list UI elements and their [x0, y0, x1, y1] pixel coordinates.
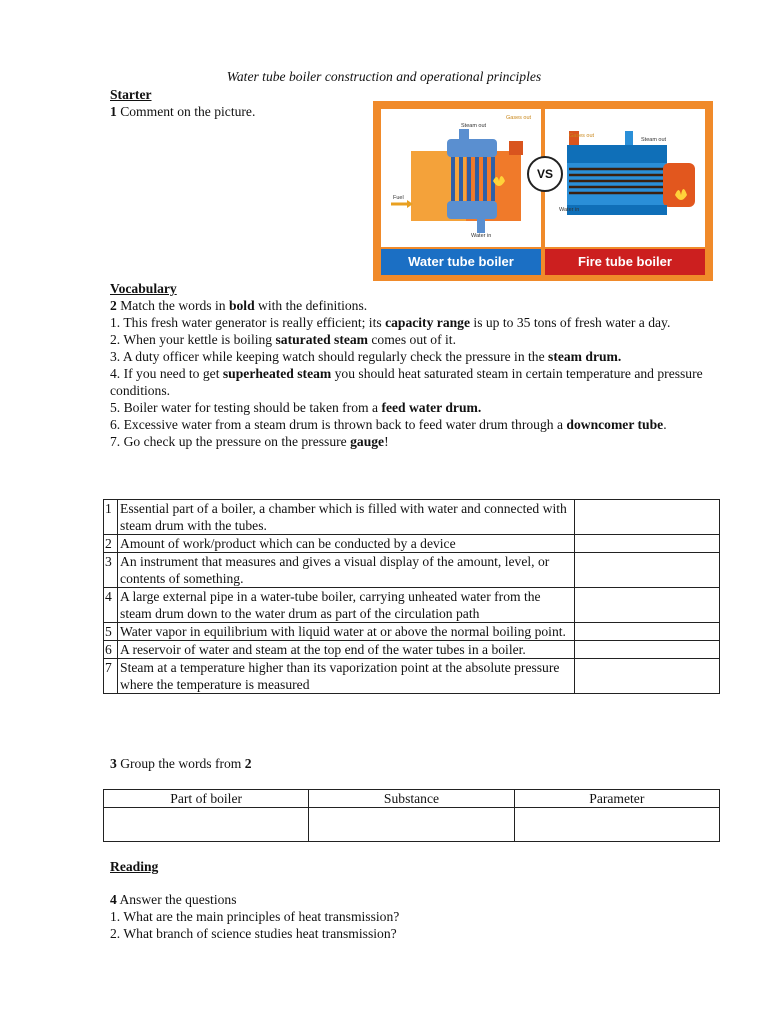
boiler-comparison-picture: [373, 101, 713, 281]
task-bold-number: 2: [244, 756, 252, 771]
sentence-text: 4. If you need to get: [110, 366, 223, 381]
label-water-in: Water in: [559, 207, 580, 213]
label-gases-out: Gases out: [506, 115, 532, 121]
answer-cell[interactable]: [514, 808, 719, 842]
column-header-parameter: Parameter: [514, 790, 719, 808]
question-2: 2. What branch of science studies heat transmission?: [110, 926, 397, 941]
vocab-term: downcomer tube: [566, 417, 664, 432]
vocab-term: superheated steam: [222, 366, 332, 381]
label-steam-out: Steam out: [461, 123, 487, 129]
row-number: 1: [104, 500, 118, 535]
definition-cell: A reservoir of water and steam at the top end of the water tubes in a boiler.: [118, 641, 574, 659]
grouping-table: [103, 789, 720, 842]
answer-cell[interactable]: [574, 500, 720, 535]
vocab-term: feed water drum.: [381, 400, 482, 415]
task-text: Group the words from: [116, 756, 245, 771]
fire-tube-caption: Fire tube boiler: [545, 249, 705, 275]
row-number: 7: [104, 659, 118, 694]
vocabulary-heading: Vocabulary: [110, 281, 177, 296]
table-row: [104, 808, 720, 842]
task-number: 1: [110, 104, 117, 119]
sentence-text: comes out of it.: [368, 332, 456, 347]
table-row: [104, 588, 720, 623]
task-text: Comment on the picture.: [116, 104, 256, 119]
definition-cell: Amount of work/product which can be conducted by a device: [118, 535, 574, 553]
task-text: with the definitions.: [254, 298, 368, 313]
task-bold-word: bold: [228, 298, 255, 313]
starter-heading: Starter: [110, 87, 152, 102]
sentence-text: .: [663, 417, 667, 432]
vocab-term: steam drum.: [548, 349, 622, 364]
vocab-term: saturated steam: [275, 332, 368, 347]
row-number: 5: [104, 623, 118, 641]
table-header-row: [104, 790, 720, 808]
table-row: [104, 553, 720, 588]
label-fuel: Fuel: [393, 195, 404, 201]
sentence-text: 5. Boiler water for testing should be taken from a: [110, 400, 382, 415]
vocabulary-task: [110, 297, 722, 314]
sentence-6: [110, 416, 722, 433]
label-water-in: Water in: [471, 233, 492, 239]
column-header-substance: Substance: [309, 790, 514, 808]
column-header-part-of-boiler: Part of boiler: [104, 790, 309, 808]
starter-task: [110, 103, 255, 120]
definition-cell: Water vapor in equilibrium with liquid water at or above the normal boiling point.: [118, 623, 574, 641]
sentence-3: [110, 348, 722, 365]
water-tube-boiler-illustration: [381, 109, 541, 247]
label-steam-out: Steam out: [641, 137, 667, 143]
table-row: [104, 641, 720, 659]
answer-cell[interactable]: [104, 808, 309, 842]
answer-cell[interactable]: [574, 623, 720, 641]
sentence-5: [110, 399, 722, 416]
task-text: Match the words in: [116, 298, 229, 313]
table-row: [104, 659, 720, 694]
answer-cell[interactable]: [574, 659, 720, 694]
definitions-table: [103, 499, 720, 694]
reading-heading: Reading: [110, 859, 159, 874]
reading-task: [110, 891, 237, 908]
vocab-term: gauge: [350, 434, 385, 449]
sentence-text: !: [384, 434, 389, 449]
water-tube-panel: [381, 109, 541, 247]
sentence-4: [110, 365, 722, 399]
definition-cell: Essential part of a boiler, a chamber which is filled with water and connected with steam drum with the tubes.: [118, 500, 574, 535]
row-number: 2: [104, 535, 118, 553]
sentence-text: 6. Excessive water from a steam drum is thrown back to feed water drum through a: [110, 417, 567, 432]
label-gases-out: Gases out: [569, 133, 595, 139]
sentence-text: 7. Go check up the pressure on the pressure: [110, 434, 351, 449]
group-task: [110, 755, 252, 772]
sentence-text: 2. When your kettle is boiling: [110, 332, 276, 347]
vs-badge: VS: [527, 156, 563, 192]
answer-cell[interactable]: [574, 588, 720, 623]
answer-cell[interactable]: [574, 553, 720, 588]
sentence-1: [110, 314, 722, 331]
sentence-text: 3. A duty officer while keeping watch should regularly check the pressure in the: [110, 349, 549, 364]
answer-cell[interactable]: [309, 808, 514, 842]
task-number: 4: [110, 892, 117, 907]
sentence-text: you should heat saturated steam in certain temperature and pressure conditions.: [110, 366, 703, 398]
answer-cell[interactable]: [574, 535, 720, 553]
definition-cell: An instrument that measures and gives a visual display of the amount, level, or contents of something.: [118, 553, 574, 588]
water-tube-caption: Water tube boiler: [381, 249, 541, 275]
page-title: Water tube boiler construction and operational principles: [226, 69, 542, 84]
task-number: 3: [110, 756, 117, 771]
answer-cell[interactable]: [574, 641, 720, 659]
row-number: 6: [104, 641, 118, 659]
sentence-2: [110, 331, 722, 348]
task-number: 2: [110, 298, 117, 313]
fire-tube-panel: [545, 109, 705, 247]
task-text: Answer the questions: [116, 892, 237, 907]
vocabulary-body: [110, 297, 722, 450]
table-row: [104, 535, 720, 553]
sentence-7: [110, 433, 722, 450]
fire-tube-boiler-illustration: [545, 109, 705, 247]
vocab-term: capacity range: [385, 315, 471, 330]
sentence-text: is up to 35 tons of fresh water a day.: [470, 315, 671, 330]
table-row: [104, 500, 720, 535]
sentence-text: 1. This fresh water generator is really efficient; its: [110, 315, 386, 330]
definition-cell: Steam at a temperature higher than its vaporization point at the absolute pressure where the temperature is measured: [118, 659, 574, 694]
definition-cell: A large external pipe in a water-tube boiler, carrying unheated water from the steam drum down to the water drum as part of the circulation path: [118, 588, 574, 623]
question-1: 1. What are the main principles of heat transmission?: [110, 909, 400, 924]
row-number: 3: [104, 553, 118, 588]
table-row: [104, 623, 720, 641]
row-number: 4: [104, 588, 118, 623]
